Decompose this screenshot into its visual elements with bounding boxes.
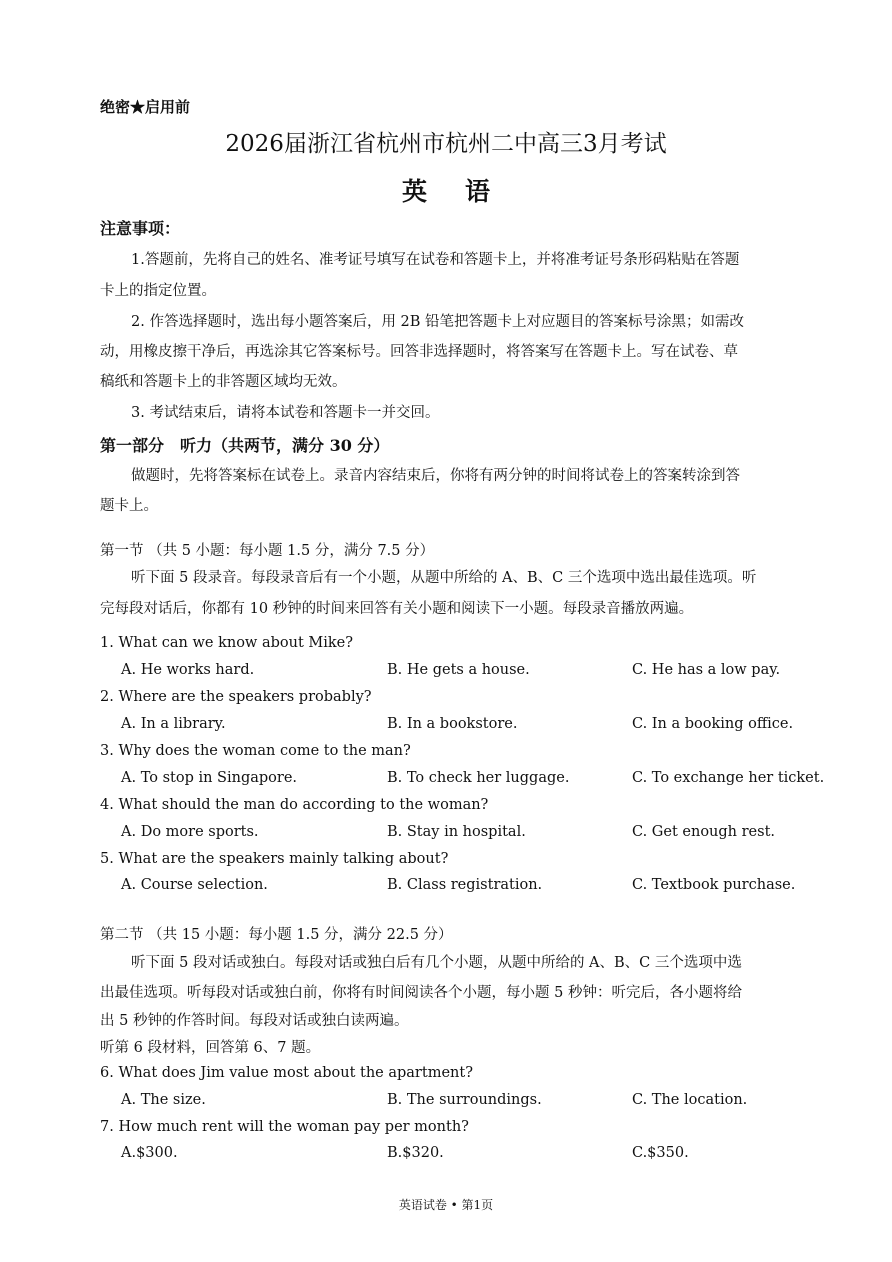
question-2: 2. Where are the speakers probably? <box>100 689 372 705</box>
question-4-option-c: C. Get enough rest. <box>632 824 776 840</box>
confidential-label: 绝密★启用前 <box>100 98 191 116</box>
notice-item-2-line-1: 2. 作答选择题时，选出每小题答案后，用 2B 铅笔把答题卡上对应题目的答案标号涂黑；如需改 <box>131 314 745 330</box>
question-3-option-a: A. To stop in Singapore. <box>121 770 298 786</box>
question-3: 3. Why does the woman come to the man? <box>100 743 411 759</box>
exam-title: 2026届浙江省杭州市杭州二中高三3月考试 <box>225 131 667 157</box>
part1-intro-line-1: 做题时，先将答案标在试卷上。录音内容结束后，你将有两分钟的时间将试卷上的答案转涂到答 <box>131 468 740 484</box>
section2-heading: 第二节 （共 15 小题：每小题 1.5 分，满分 22.5 分） <box>100 927 453 943</box>
section1-heading: 第一节 （共 5 小题：每小题 1.5 分，满分 7.5 分） <box>100 543 435 559</box>
subject-title: 英语 <box>401 177 528 206</box>
question-3-option-b: B. To check her luggage. <box>387 770 570 786</box>
notice-item-2-line-2: 动，用橡皮擦干净后，再选涂其它答案标号。回答非选择题时，将答案写在答题卡上。写在试卷、草 <box>100 344 738 360</box>
question-7-option-c: C.$350. <box>632 1145 689 1161</box>
section2-intro-line-1: 听下面 5 段对话或独白。每段对话或独白后有几个小题，从题中所给的 A、B、C 三个选项中选 <box>131 955 742 971</box>
section2-intro-line-2: 出最佳选项。听每段对话或独白前，你将有时间阅读各个小题，每小题 5 秒钟：听完后，各小题将给 <box>100 985 742 1001</box>
question-5-option-c: C. Textbook purchase. <box>632 877 796 893</box>
question-7: 7. How much rent will the woman pay per month? <box>100 1119 469 1135</box>
question-2-option-c: C. In a booking office. <box>632 716 794 732</box>
question-6-option-a: A. The size. <box>121 1092 206 1108</box>
question-5-option-a: A. Course selection. <box>121 877 268 893</box>
section2-intro-line-3: 出 5 秒钟的作答时间。每段对话或独白读两遍。 <box>100 1013 409 1029</box>
question-4: 4. What should the man do according to the woman? <box>100 797 489 813</box>
part1-heading: 第一部分 听力（共两节，满分 30 分） <box>100 436 390 455</box>
section1-intro-line-1: 听下面 5 段录音。每段录音后有一个小题，从题中所给的 A、B、C 三个选项中选出最佳选项。听 <box>131 570 757 586</box>
section1-intro-line-2: 完每段对话后，你都有 10 秒钟的时间来回答有关小题和阅读下一小题。每段录音播放两遍。 <box>100 601 694 617</box>
question-5: 5. What are the speakers mainly talking about? <box>100 851 449 867</box>
question-6-option-c: C. The location. <box>632 1092 748 1108</box>
question-2-option-a: A. In a library. <box>121 716 226 732</box>
question-5-option-b: B. Class registration. <box>387 877 543 893</box>
part1-intro-line-2: 题卡上。 <box>100 498 158 514</box>
notice-item-1-line-2: 卡上的指定位置。 <box>100 283 216 299</box>
notice-item-3: 3. 考试结束后，请将本试卷和答题卡一并交回。 <box>131 405 440 421</box>
question-7-option-b: B.$320. <box>387 1145 444 1161</box>
question-1-option-c: C. He has a low pay. <box>632 662 781 678</box>
question-1: 1. What can we know about Mike? <box>100 635 354 651</box>
question-1-option-b: B. He gets a house. <box>387 662 530 678</box>
notice-item-1-line-1: 1.答题前，先将自己的姓名、准考证号填写在试卷和答题卡上，并将准考证号条形码粘贴在答题 <box>131 252 740 268</box>
question-6-option-b: B. The surroundings. <box>387 1092 542 1108</box>
question-2-option-b: B. In a bookstore. <box>387 716 518 732</box>
page-footer: 英语试卷 • 第1页 <box>398 1198 494 1212</box>
notice-item-2-line-3: 稿纸和答题卡上的非答题区域均无效。 <box>100 374 347 390</box>
notice-heading: 注意事项： <box>100 219 181 238</box>
question-6: 6. What does Jim value most about the apartment? <box>100 1065 473 1081</box>
question-7-option-a: A.$300. <box>121 1145 178 1161</box>
question-3-option-c: C. To exchange her ticket. <box>632 770 825 786</box>
question-4-option-a: A. Do more sports. <box>121 824 259 840</box>
question-4-option-b: B. Stay in hospital. <box>387 824 526 840</box>
question-1-option-a: A. He works hard. <box>121 662 255 678</box>
section2-material-6: 听第 6 段材料，回答第 6、7 题。 <box>100 1040 321 1056</box>
